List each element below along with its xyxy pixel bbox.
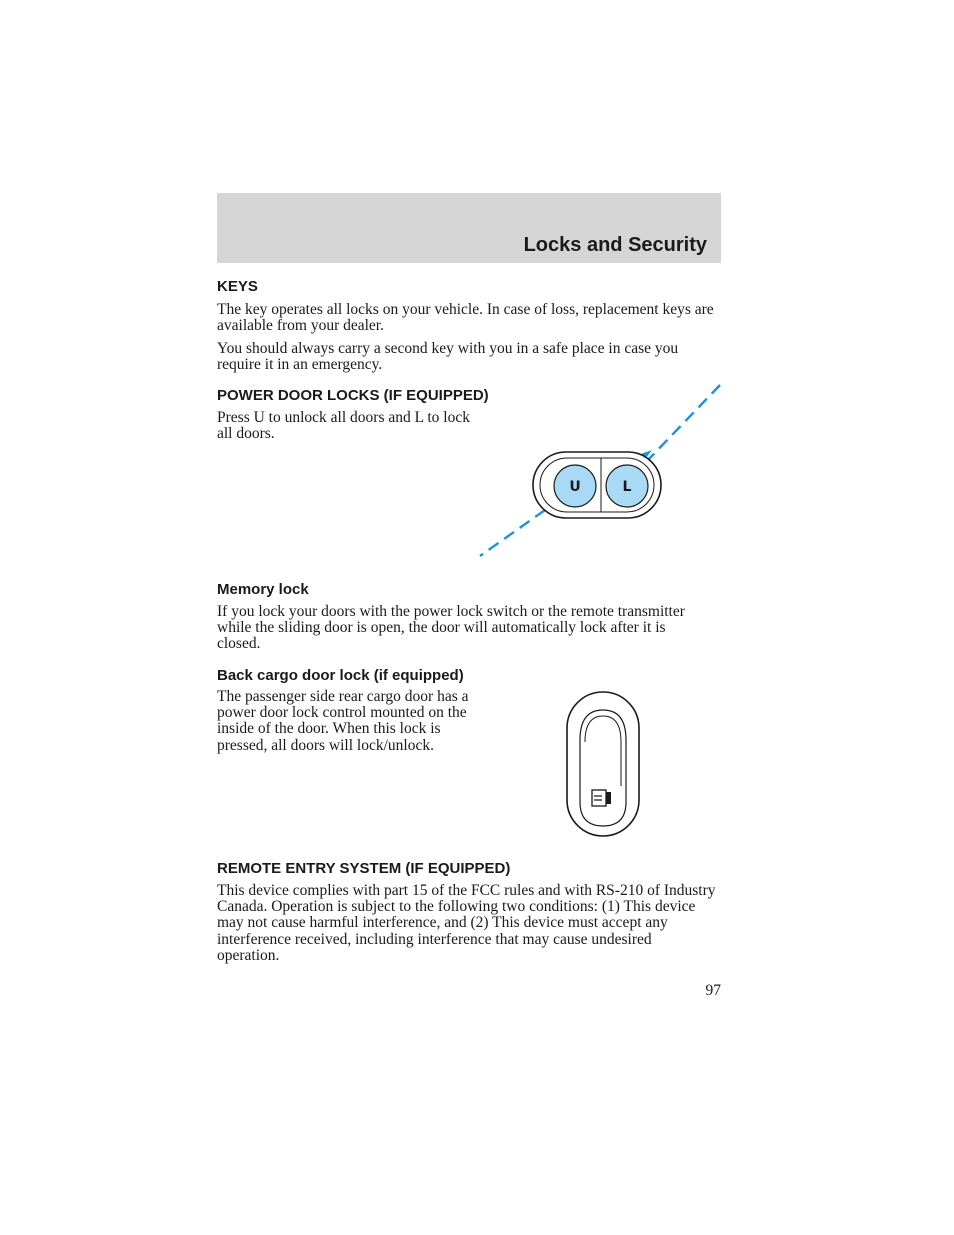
power-lock-switch-figure <box>470 380 730 570</box>
cargo-door-lock-figure <box>560 688 650 840</box>
lock-button-label: L <box>622 479 632 495</box>
section-header-band <box>217 193 721 263</box>
power-door-locks-paragraph: Press U to unlock all doors and L to lock all doors. <box>217 409 470 443</box>
remote-entry-paragraph: This device complies with part 15 of the FCC rules and with RS-210 of Industry Canada. Operation is subject to the following two conditions: (1) This device may not cause harmful interference, and (2) This device must accept any interference received, including interference that may cause undesired operation. <box>217 882 716 964</box>
power-door-locks-heading: POWER DOOR LOCKS (IF EQUIPPED) <box>217 387 489 404</box>
memory-lock-paragraph: If you lock your doors with the power lock switch or the remote transmitter while the sliding door is open, the door will automatically lock after it is closed. <box>217 603 685 653</box>
padlock-icon <box>592 790 611 806</box>
remote-entry-heading: REMOTE ENTRY SYSTEM (IF EQUIPPED) <box>217 860 511 877</box>
back-cargo-paragraph: The passenger side rear cargo door has a power door lock control mounted on the inside of the door. When this lock is pressed, all doors will lock/unlock. <box>217 688 469 754</box>
memory-lock-heading: Memory lock <box>217 581 309 598</box>
keys-paragraph-1: The key operates all locks on your vehicle. In case of loss, replacement keys are available from your dealer. <box>217 301 714 335</box>
keys-paragraph-2: You should always carry a second key with you in a safe place in case you require it in an emergency. <box>217 340 679 374</box>
keys-heading: KEYS <box>217 278 258 295</box>
unlock-button-label: U <box>569 479 581 495</box>
page-number: 97 <box>705 982 721 999</box>
section-title: Locks and Security <box>523 234 707 256</box>
back-cargo-heading: Back cargo door lock (if equipped) <box>217 667 464 684</box>
